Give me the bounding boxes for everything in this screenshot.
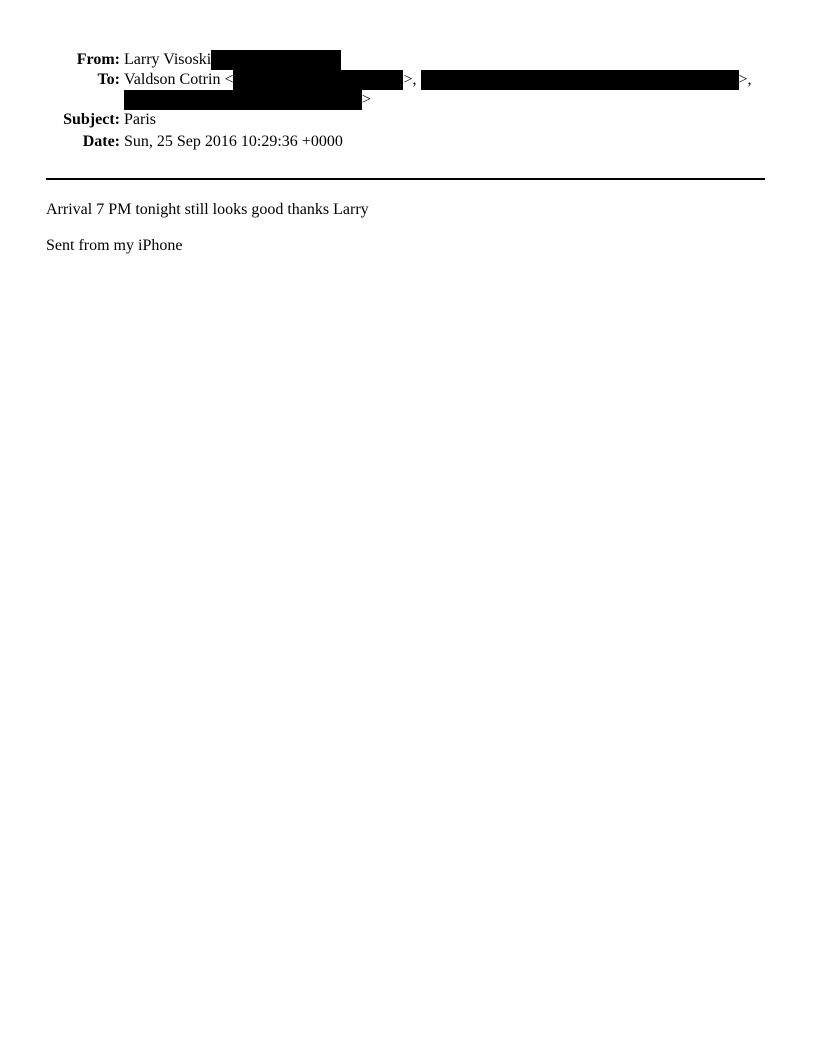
from-row [46,50,766,70]
subject-value: Paris [124,111,156,128]
date-value: Sun, 25 Sep 2016 10:29:36 +0000 [124,133,343,150]
redaction-box [124,90,362,110]
date-row [46,132,766,152]
to-separator: >, [403,71,417,88]
to-value-line2 [124,90,371,110]
from-name: Larry Visoski [124,51,212,68]
body-paragraph: Arrival 7 PM tonight still looks good thanks Larry [46,201,369,218]
redaction-box [211,50,341,70]
to-value-line1 [124,70,752,90]
redaction-box [233,70,403,90]
header-divider [46,178,765,180]
redaction-box [421,70,739,90]
subject-label: Subject: [63,111,120,128]
to-separator: >, [738,71,752,88]
to-name: Valdson Cotrin < [124,71,234,88]
to-row [46,70,766,110]
signature-line: Sent from my iPhone [46,237,183,254]
subject-row [46,110,766,130]
from-value [124,50,341,70]
to-label: To: [97,71,120,88]
date-label: Date: [82,133,120,150]
email-header-block [46,50,766,152]
to-end: > [362,91,372,108]
from-label: From: [76,51,120,68]
